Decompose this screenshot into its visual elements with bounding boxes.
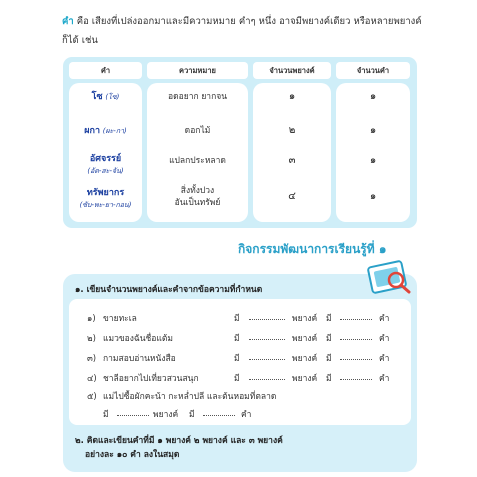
intro-keyword: คำ — [62, 16, 74, 27]
header-meaning: ความหมาย — [147, 62, 248, 79]
blank-syllable[interactable] — [249, 351, 285, 360]
answer-area — [69, 299, 411, 425]
column-syllable-count — [253, 83, 331, 222]
word-count-cell: ๑ — [369, 155, 377, 166]
syllable-count-cell: ๒ — [288, 125, 296, 136]
blank-syllable[interactable] — [249, 331, 285, 340]
meaning-cell: สิ่งทั้งปวง อันเป็นทรัพย์ — [174, 186, 221, 208]
column-word — [69, 83, 142, 222]
list-item: ๕) แม่ไปซื้อผักคะน้า กะหล่ำปลี และต้นหอมที่ตลาด — [87, 392, 277, 402]
list-item: ๑) ขายทะเล มี พยางค์ มี คำ — [69, 311, 411, 329]
activity-box — [63, 274, 417, 472]
question-1: ๑. เขียนจำนวนพยางค์และคำจากข้อความที่กำหนด — [75, 285, 263, 295]
question-2: ๒. คิดและเขียนคำที่มี ๑ พยางค์ ๒ พยางค์ และ ๓ พยางค์ อย่างละ ๑๐ คำ ลงในสมุด — [75, 436, 283, 460]
list-item: ๓) กามสอบอ่านหนังสือ มี พยางค์ มี คำ — [69, 351, 411, 369]
list-item: ๒) แมวของฉันชื่อแต้ม มี พยางค์ มี คำ — [69, 331, 411, 349]
blank-syllable[interactable] — [249, 371, 285, 380]
list-item-continued: มี พยางค์ มี คำ — [69, 407, 411, 425]
header-word: คำ — [69, 62, 142, 79]
syllable-count-cell: ๑ — [288, 91, 296, 102]
column-word-count — [336, 83, 410, 222]
word-table — [63, 57, 417, 228]
blank-word[interactable] — [340, 331, 372, 340]
word-count-cell: ๑ — [369, 191, 377, 202]
blank-word[interactable] — [340, 371, 372, 380]
blank-word[interactable] — [203, 407, 235, 416]
blank-word[interactable] — [340, 311, 372, 320]
intro-paragraph — [62, 12, 422, 50]
blank-syllable[interactable] — [249, 311, 285, 320]
intro-text: คือ เสียงที่เปล่งออกมาและมีความหมาย คำๆ หนึ่ง อาจมีพยางค์เดียว หรือหลายพยางค์ก็ได้ เช่น — [62, 16, 422, 46]
column-meaning — [147, 83, 248, 222]
header-syllable-count: จำนวนพยางค์ — [253, 62, 331, 79]
word-count-cell: ๑ — [369, 125, 377, 136]
table-row: โซ (โซ) — [91, 92, 120, 102]
table-row: ผกา (ผะ-กา) — [84, 126, 127, 136]
list-item: ๔) ชาลีอยากไปเที่ยวสวนสนุก มี พยางค์ มี คำ — [69, 371, 411, 389]
header-word-count: จำนวนคำ — [336, 62, 410, 79]
table-row: ทรัพยากร (ซับ-พะ-ยา-กอน) — [79, 188, 132, 209]
meaning-cell: ดอกไม้ — [184, 126, 211, 136]
blank-word[interactable] — [340, 351, 372, 360]
word-count-cell: ๑ — [369, 91, 377, 102]
syllable-count-cell: ๓ — [288, 155, 296, 166]
magnifier-stamp-icon — [366, 258, 414, 296]
activity-title: กิจกรรมพัฒนาการเรียนรู้ที่ ๑ — [238, 242, 387, 256]
syllable-count-cell: ๔ — [288, 191, 296, 202]
blank-syllable[interactable] — [117, 407, 149, 416]
meaning-cell: แปลกประหลาด — [169, 156, 226, 166]
table-row: อัศจรรย์ (อัด-สะ-จัน) — [87, 154, 124, 175]
meaning-cell: อดอยาก ยากจน — [167, 92, 228, 102]
